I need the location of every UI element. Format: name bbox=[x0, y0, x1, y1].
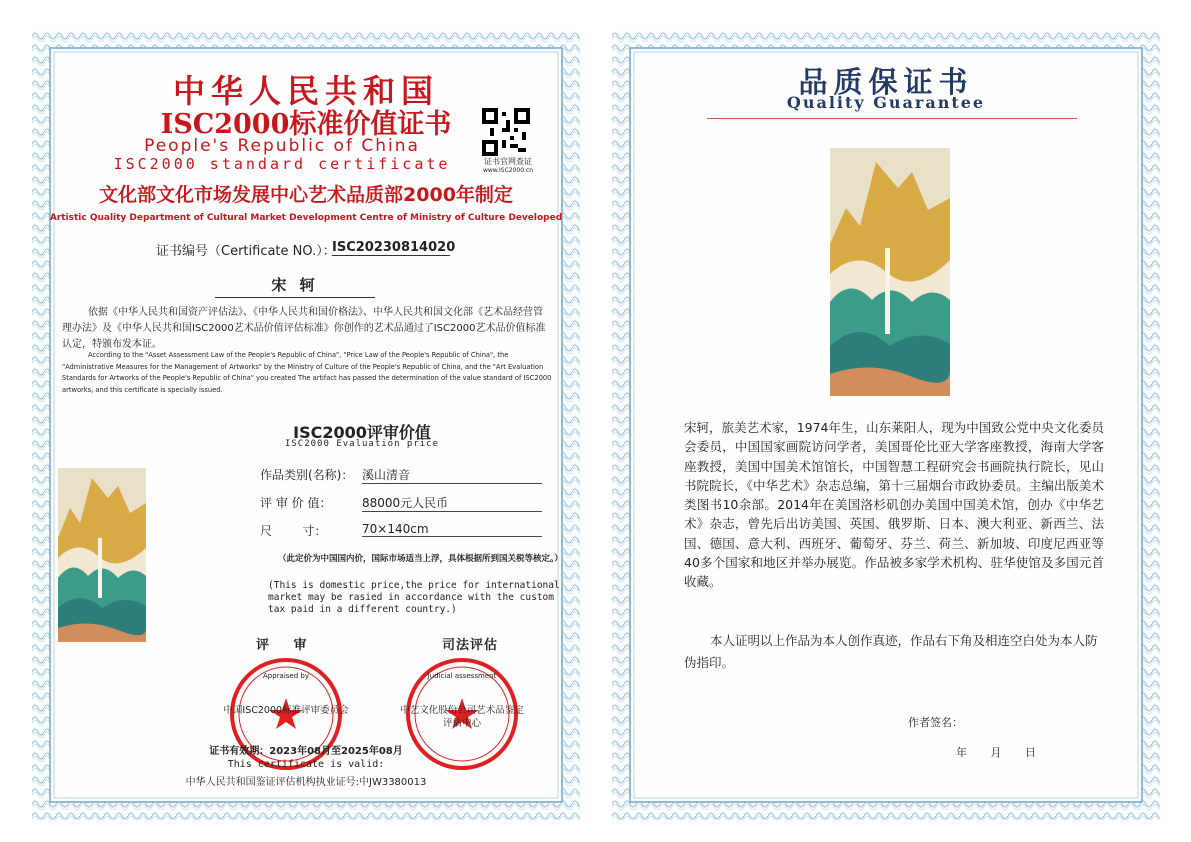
artist-biography: 宋轲，旅美艺术家，1974年生，山东莱阳人，现为中国致公党中央文化委员会委员，中国国家画院访问学者，美国哥伦比亚大学客座教授，海南大学客座教授，美国中国美术馆馆长，中国智慧工程研究会书画院执行院长，见山书院院长，《中华艺术》杂志总编，第十三届烟台市政协委员。主编出版美术类图书10余部。2014年在美国洛杉矶创办美国中国美术馆，创办《中华艺术》杂志，曾先后出访美国、英国、俄罗斯、日本、澳大利亚、新西兰、法国、德国、意大利、西班牙、葡萄牙、芬兰、荷兰、新加坡、印度尼西亚等40多个国家和地区并举办展览。作品被多家学术机构、驻华使馆及多国元首收藏。 bbox=[684, 420, 1104, 590]
certificate-number: ISC20230814020 bbox=[332, 240, 456, 255]
guarantee-title-en: Quality Guarantee bbox=[786, 93, 986, 112]
field-label-price: 评 审 价 值： bbox=[260, 496, 332, 510]
title-en-2: ISC2000 standard certificate bbox=[113, 155, 451, 173]
department-en: Artistic Quality Department of Cultural Market Development Centre of Ministry of Culture Developed bbox=[49, 213, 563, 223]
qr-code bbox=[482, 108, 530, 156]
review-seal-text: 中国ISC2000标准评审委员会 bbox=[223, 705, 349, 716]
evaluation-title-en: ISC2000 Evaluation price bbox=[284, 439, 440, 449]
date-label: 年 月 日 bbox=[956, 746, 1036, 759]
valid-period-en: This certificate is valid: bbox=[227, 759, 385, 770]
title-en-1: People's Republic of China bbox=[144, 136, 420, 156]
field-value-size: 70×140cm bbox=[362, 522, 542, 537]
department: 文化部文化市场发展中心艺术品质部2000年制定 bbox=[99, 184, 513, 206]
field-label-name: 作品类别(名称)： bbox=[260, 468, 354, 482]
price-note-cn: （此定价为中国国内价，国际市场适当上浮，具体根据所到国关税等核定。） bbox=[278, 554, 563, 564]
owner-name: 宋 轲 bbox=[215, 274, 375, 298]
price-note-en: (This is domestic price,the price for international market may be rasied in accordance with the custom tax paid in a different country.) bbox=[268, 580, 560, 615]
judicial-seal-text: 中艺文化股份公司艺术品鉴定评估中心 bbox=[400, 705, 524, 729]
artwork-image bbox=[830, 148, 950, 396]
artwork-thumbnail bbox=[58, 468, 146, 642]
title-divider bbox=[707, 118, 1077, 119]
certificate-number-label: 证书编号（Certificate NO.）： bbox=[156, 244, 336, 259]
quality-guarantee-page bbox=[612, 30, 1160, 820]
body-text-en: According to the "Asset Assessment Law of the People's Republic of China", "Price Law of the People's Republic of China", the "Administrative Measures for the Management of Artworks" by the Ministry of Culture of the People's Republic of China, and the "Art Evaluation Standards for Artworks of the People's Republic of China" you created The artifact has passed the determination of the value standard of ISC2000 artworks, and this certificate is specially issued. bbox=[62, 351, 552, 394]
guarantee-title: 品质保证书 bbox=[798, 65, 974, 99]
valid-period: 证书有效期：2023年08月至2025年08月 bbox=[209, 746, 403, 757]
qr-caption: 证书官网查证 bbox=[484, 157, 532, 166]
evaluation-title: ISC2000评审价值 bbox=[293, 423, 431, 442]
certificate-page bbox=[32, 30, 580, 820]
signature-label: 作者签名： bbox=[908, 716, 963, 729]
review-label: 评 审 bbox=[256, 638, 317, 653]
title-main: 中华人民共和国 bbox=[172, 72, 439, 110]
field-value-name: 溪山清音 bbox=[362, 466, 542, 484]
field-value-price: 88000元人民币 bbox=[362, 494, 542, 512]
authenticity-statement: 本人证明以上作品为本人创作真迹，作品右下角及相连空白处为本人防伪指印。 bbox=[684, 633, 1098, 670]
title-sub: ISC2000标准价值证书 bbox=[160, 109, 452, 140]
review-seal-en: Appraised by bbox=[263, 672, 309, 680]
field-label-size: 尺 寸： bbox=[260, 524, 327, 538]
qr-url: www.ISC2000.cn bbox=[482, 167, 534, 174]
body-text-cn: 依据《中华人民共和国资产评估法》、《中华人民共和国价格法》、中华人民共和国文化部《艺术品经营管理办法》及《中华人民共和国ISC2000艺术品价值评估标准》你创作的艺术品通过了ISC2000艺术品价值标准认定，特颁布发本证。 bbox=[62, 307, 546, 350]
license-number: 中华人民共和国鉴证评估机构执业证号:中JW3380013 bbox=[185, 777, 427, 788]
judicial-label: 司法评估 bbox=[442, 638, 499, 653]
judicial-seal-en: Judicial assessment bbox=[427, 672, 497, 680]
